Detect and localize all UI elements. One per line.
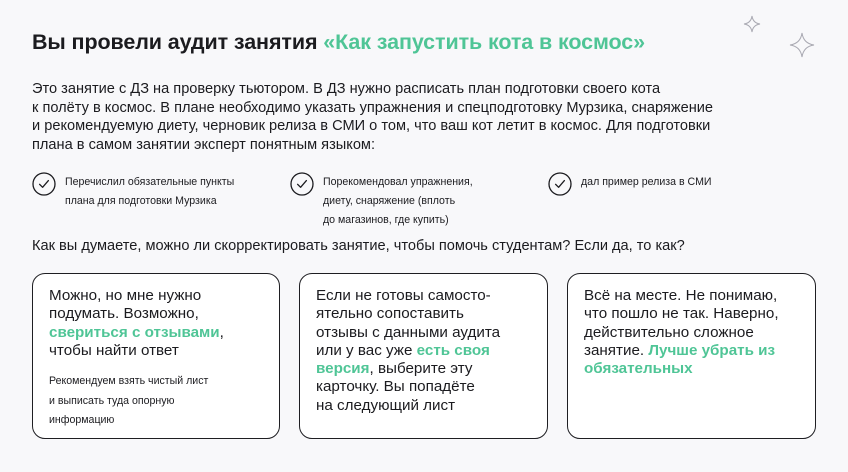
checklist-line: Перечислил обязательные пункты — [65, 176, 235, 188]
card-line: ятельно сопоставить — [316, 305, 464, 323]
card-line: подумать. Возможно, — [49, 305, 199, 323]
title-prefix: Вы провели аудит занятия — [32, 30, 324, 54]
card-line-pre: занятие. — [584, 341, 649, 359]
card-note — [49, 372, 263, 431]
checklist-item-text — [323, 173, 473, 230]
checklist — [0, 172, 848, 232]
intro-line: к полёту в космос. В плане необходимо указать упражнения и спецподготовку Мурзика, снаряжение — [32, 99, 714, 116]
card-line: чтобы найти ответ — [49, 341, 179, 359]
card-line-rest: , — [219, 323, 224, 341]
check-circle-icon — [290, 172, 314, 196]
card-line: отзывы с данными аудита — [316, 323, 501, 341]
card-note-line: информацию — [49, 414, 115, 427]
check-circle-icon — [548, 172, 572, 196]
card-line — [49, 324, 263, 342]
checklist-line: диету, снаряжение (вплоть — [323, 195, 456, 207]
card-main-text — [316, 287, 531, 415]
card-line — [584, 342, 799, 360]
card-line: Всё на месте. Не понимаю, — [584, 287, 778, 304]
card-line: Если не готовы самосто- — [316, 287, 491, 304]
card-highlight: обязательных — [584, 360, 693, 378]
checklist-item — [548, 172, 712, 196]
answer-card-own-version[interactable] — [299, 273, 548, 439]
answer-card-remove-from-required[interactable] — [567, 273, 816, 439]
checklist-item-text — [581, 173, 712, 192]
card-line-pre: или у вас уже — [316, 341, 417, 359]
card-main-text — [49, 287, 263, 360]
title-lesson-name: «Как запустить кота в космос» — [323, 30, 645, 54]
card-note-line: Рекомендуем взять чистый лист — [49, 375, 209, 388]
card-line — [316, 342, 531, 360]
card-line: действительно сложное — [584, 323, 754, 341]
check-circle-icon — [32, 172, 56, 196]
checklist-item-text — [65, 173, 234, 211]
checklist-line: до магазинов, где купить) — [323, 214, 449, 226]
card-highlight: версия — [316, 360, 370, 378]
question-text: Как вы думаете, можно ли скорректировать занятие, чтобы помочь студентам? Если да, то как? — [32, 238, 685, 254]
card-highlight: Лучше убрать из — [648, 341, 776, 359]
card-highlight: есть своя — [416, 341, 490, 359]
card-note-line: и выписать туда опорную — [49, 394, 175, 407]
card-highlight: свериться с отзывами — [49, 323, 220, 341]
checklist-line: Порекомендовал упражнения, — [323, 176, 473, 188]
card-line: что пошло не так. Наверно, — [584, 305, 779, 323]
card-line — [584, 360, 799, 378]
card-line: Можно, но мне нужно — [49, 287, 202, 304]
sparkle-icon — [740, 14, 820, 60]
checklist-line: дал пример релиза в СМИ — [581, 176, 712, 188]
card-main-text — [584, 287, 799, 378]
card-line: на следующий лист — [316, 396, 456, 414]
intro-line: и рекомендуемую диету, черновик релиза в СМИ о том, что ваш кот летит в космос. Для подготовки — [32, 118, 711, 135]
intro-line: Это занятие с ДЗ на проверку тьютором. В ДЗ нужно расписать план подготовки своего кота — [32, 81, 661, 97]
intro-text — [32, 80, 812, 154]
card-line-rest: , выберите эту — [369, 360, 473, 378]
intro-line: плана в самом занятии эксперт понятным языком: — [32, 136, 376, 153]
checklist-item — [32, 172, 234, 211]
card-line: карточку. Вы попадёте — [316, 378, 475, 396]
answer-card-need-to-think[interactable] — [32, 273, 280, 439]
checklist-line: плана для подготовки Мурзика — [65, 195, 217, 207]
page-title — [32, 30, 645, 55]
checklist-item — [290, 172, 473, 230]
card-line — [316, 360, 531, 378]
